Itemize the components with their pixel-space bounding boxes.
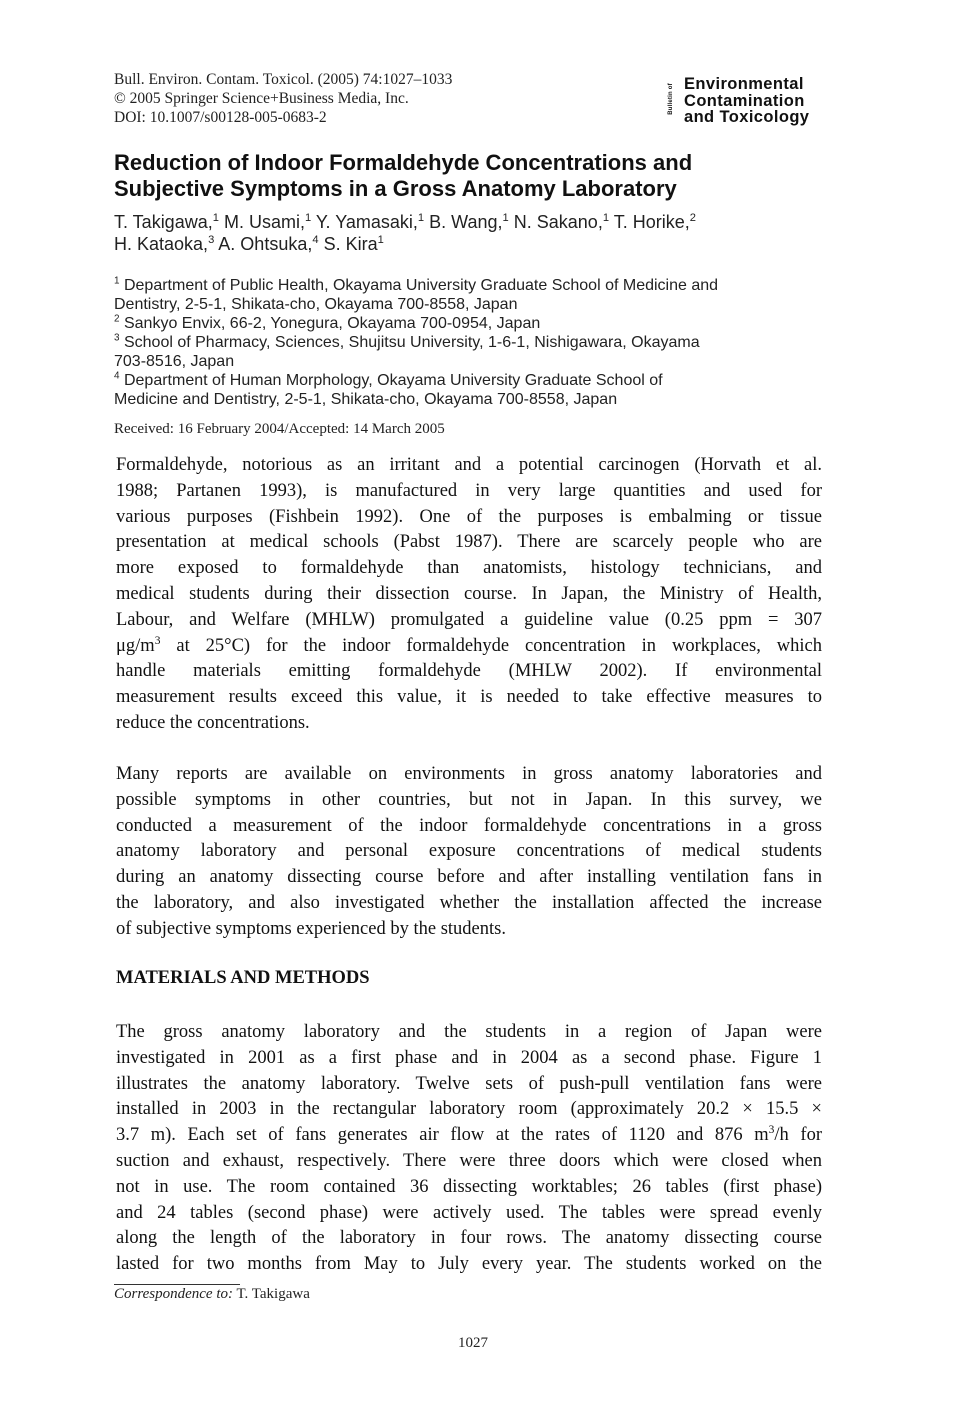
affiliation-marker: 1 [502,212,509,224]
article-title: Reduction of Indoor Formaldehyde Concentrations and Subjective Symptoms in a Gross Anatomy Laboratory [114,150,693,201]
affiliation-marker: 1 [377,234,384,246]
author-name: S. Kira [323,234,378,254]
text-line: illustrates the anatomy laboratory. Twelve sets of push-pull ventilation fans were [116,1073,822,1094]
text-line: The gross anatomy laboratory and the students in a region of Japan were [116,1022,822,1042]
affiliation-3: $^3$ School of Pharmacy, Sciences, Shujitsu University, 1-6-1, Nishigawara, Okayama [114,332,700,351]
paragraph-introduction-2 [116,762,822,943]
text-line: not in use. The room contained 36 dissecting worktables; 26 tables (first phase) [116,1176,822,1197]
affiliation-1: $^1$ Department of Public Health, Okayama University Graduate School of Medicine and [114,275,719,294]
text-line: reduce the concentrations. [116,712,310,733]
affiliation-marker: 1 [304,212,312,224]
footnote-divider [114,1284,240,1285]
logo-journal-name: Environmental Contamination and Toxicology [684,75,810,126]
text-line: Formaldehyde, notorious as an irritant and a potential carcinogen (Horvath et al. [116,455,822,475]
text-line: 3.7 m). Each set of fans generates air flow at the rates of 1120 and 876 $m^3/h$ for [116,1124,822,1146]
copyright-line: © 2005 Springer Science+Business Media, Inc. [114,90,409,107]
affiliation-list [114,276,854,409]
author-line-2 [114,233,696,255]
text-line: and 24 tables (second phase) were actively used. The tables were spread evenly [116,1202,822,1223]
doi-line: DOI: 10.1007/s00128-005-0683-2 [114,109,327,126]
text-line: $\mu g/m^3$ at 25°C) for the indoor formaldehyde concentration in workplaces, which [116,634,822,656]
affiliation-4: $^4$ Department of Human Morphology, Okayama University Graduate School of [114,370,663,389]
author-name: B. Wang, [429,212,503,232]
text-line: 1988; Partanen 1993), is manufactured in very large quantities and used for [116,480,822,501]
author-name: T. Horike, [613,212,690,232]
author-name: Y. Yamasaki, [315,212,418,232]
text-line: presentation at medical schools (Pabst 1987). There are scarcely people who are [116,532,822,553]
citation-header [114,70,452,127]
affiliation-2: $^2$ Sankyo Envix, 66-2, Yonegura, Okayama 700-0954, Japan [114,313,541,332]
correspondence-author: T. Takigawa [233,1286,310,1302]
text-line: investigated in 2001 as a first phase and in 2004 as a second phase. Figure 1 [116,1047,822,1068]
paragraph-methods-1 [116,1020,822,1278]
author-name: H. Kataoka, [114,234,209,254]
correspondence-label: Correspondence to: [114,1286,234,1302]
author-name: A. Ohtsuka, [218,234,313,254]
affiliation-1-cont: Dentistry, 2-5-1, Shikata-cho, Okayama 700-8558, Japan [114,296,518,313]
text-line: more exposed to formaldehyde than anatomists, histology technicians, and [116,558,822,579]
text-line: along the length of the laboratory in four rows. The anatomy dissecting course [116,1228,822,1249]
text-line: measurement results exceed this value, it is needed to take effective measures to [116,687,822,708]
affiliation-marker: 1 [417,212,425,224]
author-name: T. Takigawa, [114,212,213,232]
section-heading: MATERIALS AND METHODS [116,968,370,988]
text-line: lasted for two months from May to July every year. The students worked on the [116,1254,822,1275]
text-line: medical students during their dissection course. In Japan, the Ministry of Health, [116,583,822,604]
author-list [114,211,696,255]
author-name: M. Usami, [223,212,305,232]
paragraph-introduction-1 [116,453,822,737]
affiliation-marker: 3 [208,234,215,246]
journal-reference: Bull. Environ. Contam. Toxicol. (2005) 74:1027–1033 [114,71,453,88]
correspondence-footnote [114,1286,310,1303]
text-line: handle materials emitting formaldehyde (MHLW 2002). If environmental [116,661,822,682]
text-line: during an anatomy dissecting course before and after installing ventilation fans in [116,867,822,888]
affiliation-marker: 1 [212,212,219,224]
author-line-1 [114,211,696,233]
affiliation-marker: 2 [689,212,696,224]
affiliation-marker: 4 [312,234,319,246]
logo-bulletin-label: Bulletin of [667,83,674,115]
text-line: Labour, and Welfare (MHLW) promulgated a guideline value (0.25 ppm = 307 [116,609,822,630]
text-line: conducted a measurement of the indoor formaldehyde concentrations in a gross [116,815,822,836]
text-line: possible symptoms in other countries, but not in Japan. In this survey, we [116,789,822,810]
text-line: of subjective symptoms experienced by the students. [116,918,506,939]
text-line: Many reports are available on environments in gross anatomy laboratories and [116,764,822,784]
affiliation-marker: 1 [602,212,610,224]
received-dates: Received: 16 February 2004/Accepted: 14 March 2005 [114,421,445,437]
text-line: anatomy laboratory and personal exposure concentrations of medical students [116,841,822,862]
affiliation-4-cont: Medicine and Dentistry, 2-5-1, Shikata-cho, Okayama 700-8558, Japan [114,391,618,408]
text-line: various purposes (Fishbein 1992). One of the purposes is embalming or tissue [116,506,822,527]
journal-logo [667,75,840,126]
author-name: N. Sakano, [513,212,603,232]
affiliation-3-cont: 703-8516, Japan [114,353,235,370]
text-line: suction and exhaust, respectively. There were three doors which were closed when [116,1150,822,1171]
text-line: the laboratory, and also investigated whether the installation affected the increase [116,892,822,913]
text-line: installed in 2003 in the rectangular laboratory room (approximately 20.2 × 15.5 × [116,1099,822,1120]
page-number: 1027 [458,1335,488,1351]
